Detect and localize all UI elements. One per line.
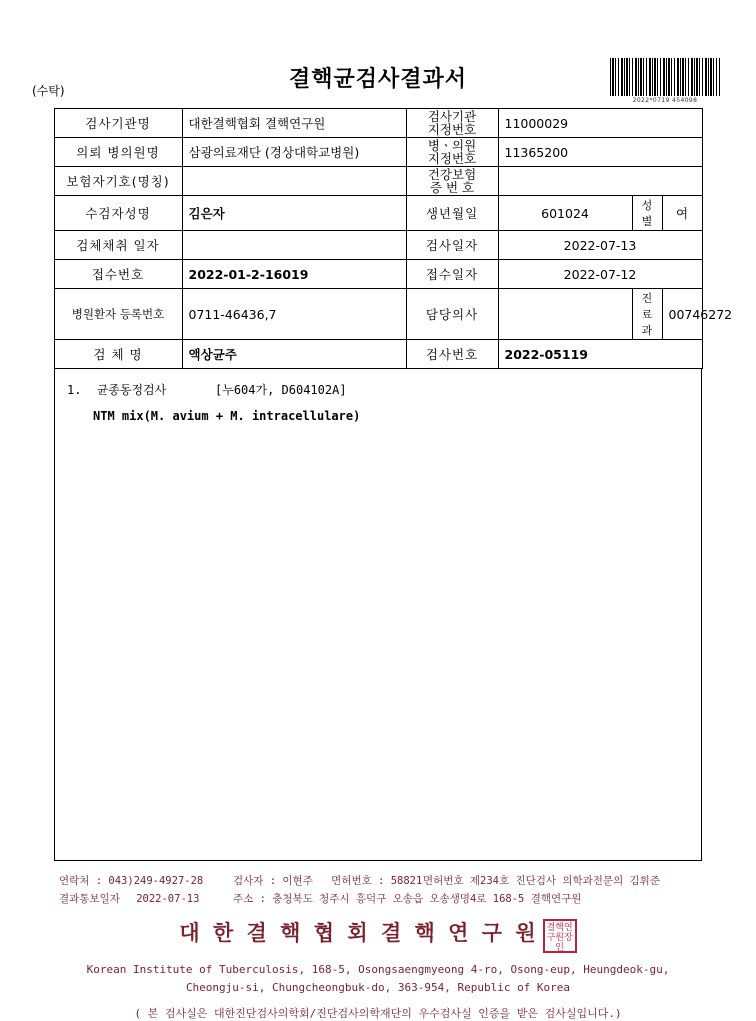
institution-code-value: 11000029 bbox=[498, 109, 702, 138]
specimen-value: 액상균주 bbox=[182, 340, 406, 369]
english-address bbox=[0, 961, 756, 997]
contact-info bbox=[59, 873, 203, 888]
document-header bbox=[0, 0, 756, 104]
organization-name: 대 한 결 핵 협 회 결 핵 연 구 원 bbox=[179, 921, 539, 945]
table-row bbox=[54, 167, 702, 196]
result-finding: NTM mix(M. avium + M. intracellulare) bbox=[93, 409, 361, 423]
chart-no-value: 0711-46436,7 bbox=[182, 289, 406, 340]
sex-value: 여 bbox=[662, 196, 702, 231]
document-footer bbox=[33, 873, 723, 909]
doctor-value bbox=[498, 289, 632, 340]
exam-no-value: 2022-05119 bbox=[498, 340, 702, 369]
result-area bbox=[54, 369, 702, 861]
tester-value: 이현주 bbox=[282, 875, 313, 887]
patient-name-value: 김은자 bbox=[182, 196, 406, 231]
table-row bbox=[54, 196, 702, 231]
tester-info bbox=[233, 873, 422, 888]
collect-date-label: 검체채취 일자 bbox=[54, 231, 182, 260]
result-item-label: 균종동정검사 bbox=[96, 383, 167, 397]
receipt-no-label: 접수번호 bbox=[54, 260, 182, 289]
exam-date-value: 2022-07-13 bbox=[498, 231, 702, 260]
contact-value: 043)249-4927-28 bbox=[108, 875, 204, 887]
patient-name-label: 수검자성명 bbox=[54, 196, 182, 231]
birth-label: 생년월일 bbox=[406, 196, 498, 231]
notify-info bbox=[59, 891, 199, 906]
organization-name-line bbox=[0, 917, 756, 951]
barcode-image bbox=[610, 58, 720, 96]
barcode bbox=[610, 58, 720, 104]
footer-row-2 bbox=[33, 891, 723, 909]
address-info bbox=[233, 891, 581, 906]
birth-value: 601024 bbox=[498, 196, 632, 231]
insurance-no-value bbox=[498, 167, 702, 196]
receipt-date-label: 접수일자 bbox=[406, 260, 498, 289]
dept-label: 진료과 bbox=[632, 289, 662, 340]
table-row bbox=[54, 289, 702, 340]
institution-label: 검사기관명 bbox=[54, 109, 182, 138]
license-value: 58821 bbox=[390, 875, 423, 887]
table-row bbox=[54, 340, 702, 369]
dept-value: 00746272 bbox=[662, 289, 702, 340]
english-address-line-1: Korean Institute of Tuberculosis, 168-5, Osongsaengmyeong 4-ro, Osong-eup, Heungdeok-gu, bbox=[86, 963, 670, 976]
doctor-license: 면허번호 제234호 진단검사 의학과전문의 김휘준 bbox=[423, 875, 660, 887]
receipt-date-value: 2022-07-12 bbox=[498, 260, 702, 289]
collect-date-value bbox=[182, 231, 406, 260]
official-seal: 결핵연구원장인 bbox=[543, 919, 577, 953]
contact-label: 연락처 : bbox=[59, 875, 103, 887]
result-item-code: [누604가, D604102A] bbox=[215, 383, 347, 397]
notify-date: 2022-07-13 bbox=[136, 893, 200, 905]
receipt-no-value: 2022-01-2-16019 bbox=[182, 260, 406, 289]
table-row bbox=[54, 231, 702, 260]
insurance-value bbox=[182, 167, 406, 196]
consignment-label: (수탁) bbox=[32, 84, 65, 98]
clinic-code-value: 11365200 bbox=[498, 138, 702, 167]
notify-label: 결과통보일자 bbox=[59, 893, 120, 905]
chart-no-label: 병원환자 등록번호 bbox=[54, 289, 182, 340]
institution-value: 대한결핵협회 결핵연구원 bbox=[182, 109, 406, 138]
insurance-no-label: 건강보험 증 번 호 bbox=[406, 167, 498, 196]
clinic-code-label: 병ㆍ의원 지정번호 bbox=[406, 138, 498, 167]
table-row bbox=[54, 260, 702, 289]
insurance-label: 보험자기호(명칭) bbox=[54, 167, 182, 196]
specimen-label: 검 체 명 bbox=[54, 340, 182, 369]
table-row bbox=[54, 109, 702, 138]
patient-info-table bbox=[54, 108, 733, 369]
english-address-line-2: Cheongju-si, Chungcheongbuk-do, 363-954, Republic of Korea bbox=[185, 981, 571, 994]
doctor-label: 담당의사 bbox=[406, 289, 498, 340]
address-label: 주소 : bbox=[233, 893, 266, 905]
license-label: 면허번호 : bbox=[331, 875, 385, 887]
accreditation-note: ( 본 검사실은 대한진단검사의학회/진단검사의학재단의 우수검사실 인증을 받은 검사실입니다.) bbox=[134, 1007, 622, 1020]
address-value: 충청북도 청주시 흥덕구 오송읍 오송생명4로 168-5 결핵연구원 bbox=[272, 893, 582, 905]
page-title: 결핵균검사결과서 bbox=[288, 67, 468, 92]
barcode-number: 2022*0719 454098 bbox=[632, 97, 698, 104]
exam-no-label: 검사번호 bbox=[406, 340, 498, 369]
institution-code-label: 검사기관 지정번호 bbox=[406, 109, 498, 138]
result-item-no: 1. bbox=[67, 383, 82, 397]
result-item-name bbox=[67, 381, 166, 398]
sex-label: 성별 bbox=[632, 196, 662, 231]
clinic-value: 삼광의료재단 (경상대학교병원) bbox=[182, 138, 406, 167]
tester-label: 검사자 : bbox=[233, 875, 277, 887]
clinic-label: 의뢰 병의원명 bbox=[54, 138, 182, 167]
table-row bbox=[54, 138, 702, 167]
footer-row-1 bbox=[33, 873, 723, 891]
exam-date-label: 검사일자 bbox=[406, 231, 498, 260]
